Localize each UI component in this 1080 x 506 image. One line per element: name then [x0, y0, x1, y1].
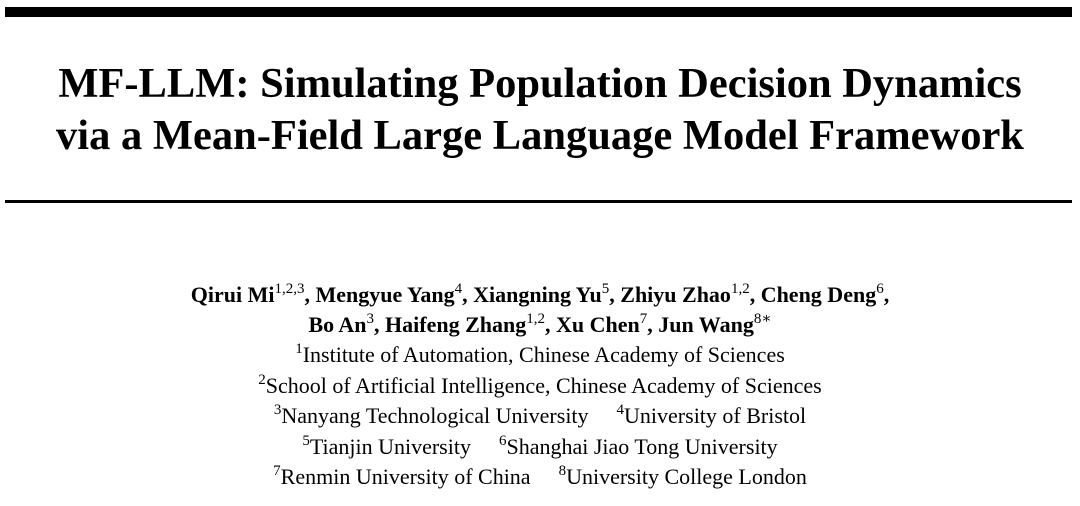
author — [385, 312, 556, 337]
author-affiliation-mark: 1,2,3 — [274, 281, 305, 297]
author-affiliation-mark: 5 — [601, 281, 610, 297]
author-separator: , — [462, 282, 474, 307]
affiliation-mark: 6 — [498, 432, 507, 449]
author — [620, 282, 760, 307]
author-separator: , — [883, 282, 890, 307]
author-affiliation-mark: 8∗ — [753, 311, 772, 327]
top-rule — [5, 7, 1072, 17]
affiliation-text: Tianjin University — [309, 433, 471, 459]
affiliation — [258, 373, 821, 398]
author-line-1 — [0, 280, 1080, 310]
affiliation-mark: 5 — [302, 432, 310, 449]
author-list — [0, 280, 1080, 340]
affiliation-mark: 4 — [616, 402, 625, 418]
affiliation — [273, 464, 530, 489]
affiliation — [499, 434, 778, 459]
affiliation-line — [0, 401, 1080, 432]
affiliation-list — [0, 340, 1080, 493]
affiliation-line — [0, 371, 1080, 402]
affiliation — [617, 403, 807, 428]
author — [556, 312, 658, 337]
author-affiliation-mark: 3 — [366, 311, 375, 327]
affiliation — [274, 403, 589, 428]
author-affiliation-mark: 7 — [639, 311, 648, 327]
author-name: Bo An — [308, 312, 367, 337]
author — [761, 282, 890, 307]
affiliation-mark: 3 — [273, 402, 282, 418]
affiliation-text: Renmin University of China — [280, 464, 531, 489]
affiliation-mark: 1 — [295, 341, 303, 357]
paper-title — [0, 58, 1080, 162]
affiliation — [559, 464, 807, 489]
author-separator: , — [304, 282, 316, 307]
affiliation-text: University College London — [566, 464, 807, 489]
author-separator: , — [544, 312, 556, 337]
affiliation-mark: 2 — [258, 371, 266, 388]
author-name: Jun Wang — [658, 312, 754, 337]
author-name: Mengyue Yang — [315, 282, 455, 307]
author-line-2 — [0, 310, 1080, 340]
affiliation-mark: 8 — [558, 463, 567, 479]
author — [658, 312, 771, 337]
affiliation-line — [0, 462, 1080, 493]
affiliation — [302, 434, 471, 459]
affiliation-text: Nanyang Technological University — [281, 403, 589, 428]
author-affiliation-mark: 6 — [876, 281, 884, 297]
affiliation-text: School of Artificial Intelligence, Chinese Academy of Sciences — [265, 372, 822, 398]
author-name: Cheng Deng — [760, 282, 877, 307]
author-name: Haifeng Zhang — [385, 312, 527, 337]
author-name: Zhiyu Zhao — [620, 282, 731, 307]
author-affiliation-mark: 1,2 — [526, 311, 545, 327]
author-separator: , — [609, 282, 621, 307]
author-affiliation-mark: 4 — [454, 281, 463, 297]
affiliation — [295, 342, 785, 367]
author-separator: , — [647, 312, 659, 337]
title-line-2: via a Mean-Field Large Language Model Framework — [56, 112, 1024, 159]
affiliation-line — [0, 432, 1080, 463]
author-name: Xiangning Yu — [473, 282, 602, 307]
affiliation-text: University of Bristol — [624, 403, 807, 428]
author-name: Qirui Mi — [190, 282, 275, 307]
title-bottom-rule — [5, 200, 1072, 203]
affiliation-line — [0, 340, 1080, 371]
author — [316, 282, 474, 307]
author — [191, 282, 316, 307]
title-line-1: MF-LLM: Simulating Population Decision Dynamics — [58, 60, 1022, 107]
author — [308, 312, 385, 337]
author-affiliation-mark: 1,2 — [730, 281, 750, 297]
author — [473, 282, 620, 307]
affiliation-text: Shanghai Jiao Tong University — [506, 433, 778, 459]
affiliation-text: Institute of Automation, Chinese Academy of Sciences — [302, 342, 785, 367]
author-name: Xu Chen — [555, 312, 640, 337]
affiliation-mark: 7 — [273, 463, 281, 479]
author-separator: , — [749, 282, 761, 307]
author-separator: , — [374, 312, 386, 337]
